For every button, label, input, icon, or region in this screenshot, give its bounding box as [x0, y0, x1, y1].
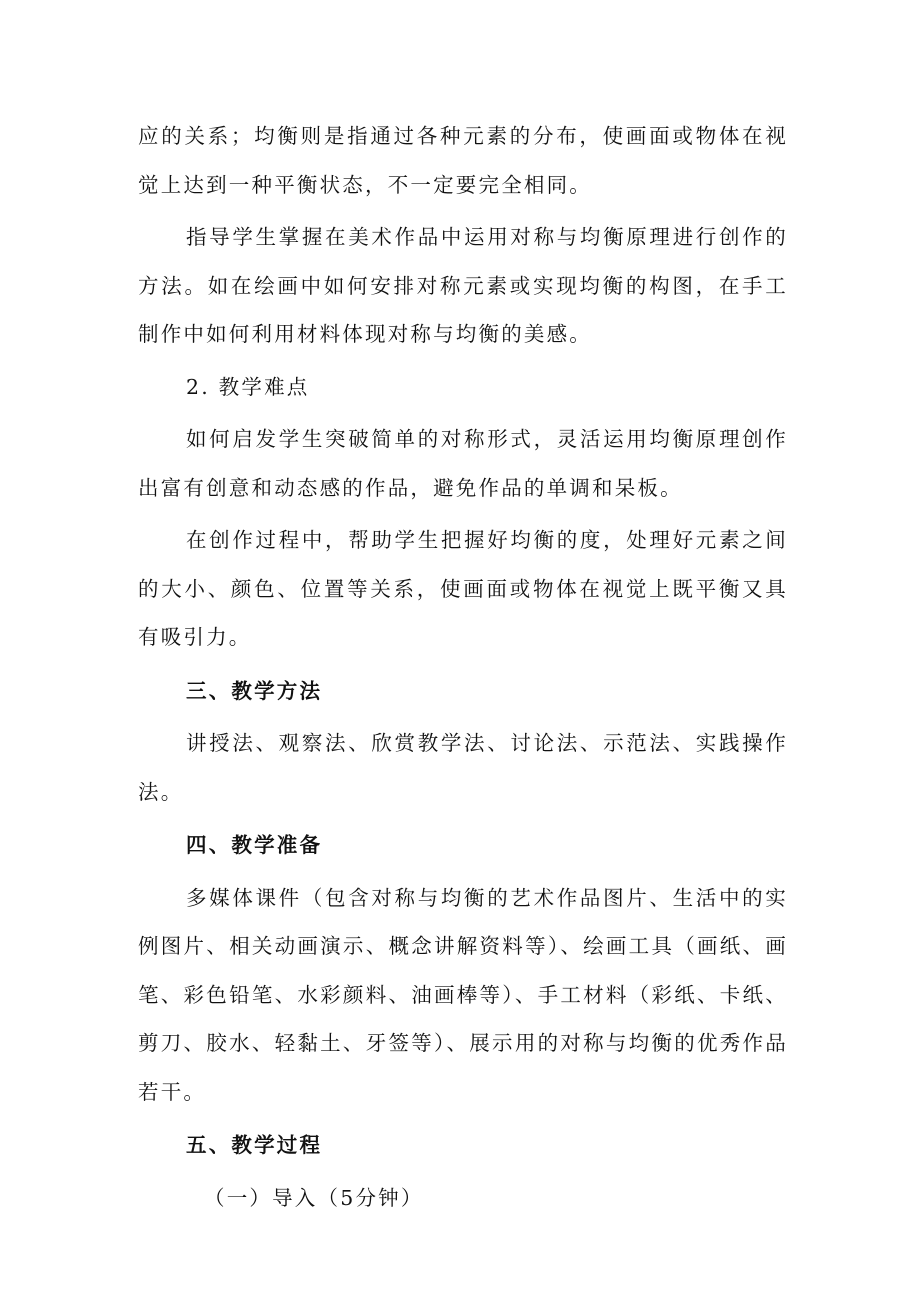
- heading-teaching-process: 五、教学过程: [186, 1133, 323, 1157]
- heading-teaching-methods: 三、教学方法: [186, 678, 323, 703]
- paragraph-difficulty-2: 在创作过程中，帮助学生把握好均衡的度，处理好元素之间的大小、颜色、位置等关系，使画面或物体在视觉上既平衡又具有吸引力。: [138, 528, 788, 649]
- paragraph-guide-students: 指导学生掌握在美术作品中运用对称与均衡原理进行创作的方法。如在绘画中如何安排对称元素或实现均衡的构图，在手工制作中如何利用材料体现对称与均衡的美感。: [138, 225, 788, 346]
- heading-teaching-difficulty: 2. 教学难点: [186, 374, 310, 399]
- heading-introduction: （一）导入（5分钟）: [204, 1185, 424, 1210]
- paragraph-methods: 讲授法、观察法、欣赏教学法、讨论法、示范法、实践操作法。: [138, 731, 788, 804]
- document-body: [138, 112, 788, 1222]
- paragraph-balance-definition: 应的关系；均衡则是指通过各种元素的分布，使画面或物体在视觉上达到一种平衡状态，不一定要完全相同。: [138, 124, 788, 197]
- paragraph-difficulty-1: 如何启发学生突破简单的对称形式，灵活运用均衡原理创作出富有创意和动态感的作品，避免作品的单调和呆板。: [138, 427, 788, 500]
- heading-teaching-preparation: 四、教学准备: [186, 833, 323, 857]
- paragraph-preparation: 多媒体课件（包含对称与均衡的艺术作品图片、生活中的实例图片、相关动画演示、概念讲解资料等）、绘画工具（画纸、画笔、彩色铅笔、水彩颜料、油画棒等）、手工材料（彩纸、卡纸、剪刀、胶水、轻黏土、牙签等）、展示用的对称与均衡的优秀作品若干。: [138, 885, 788, 1104]
